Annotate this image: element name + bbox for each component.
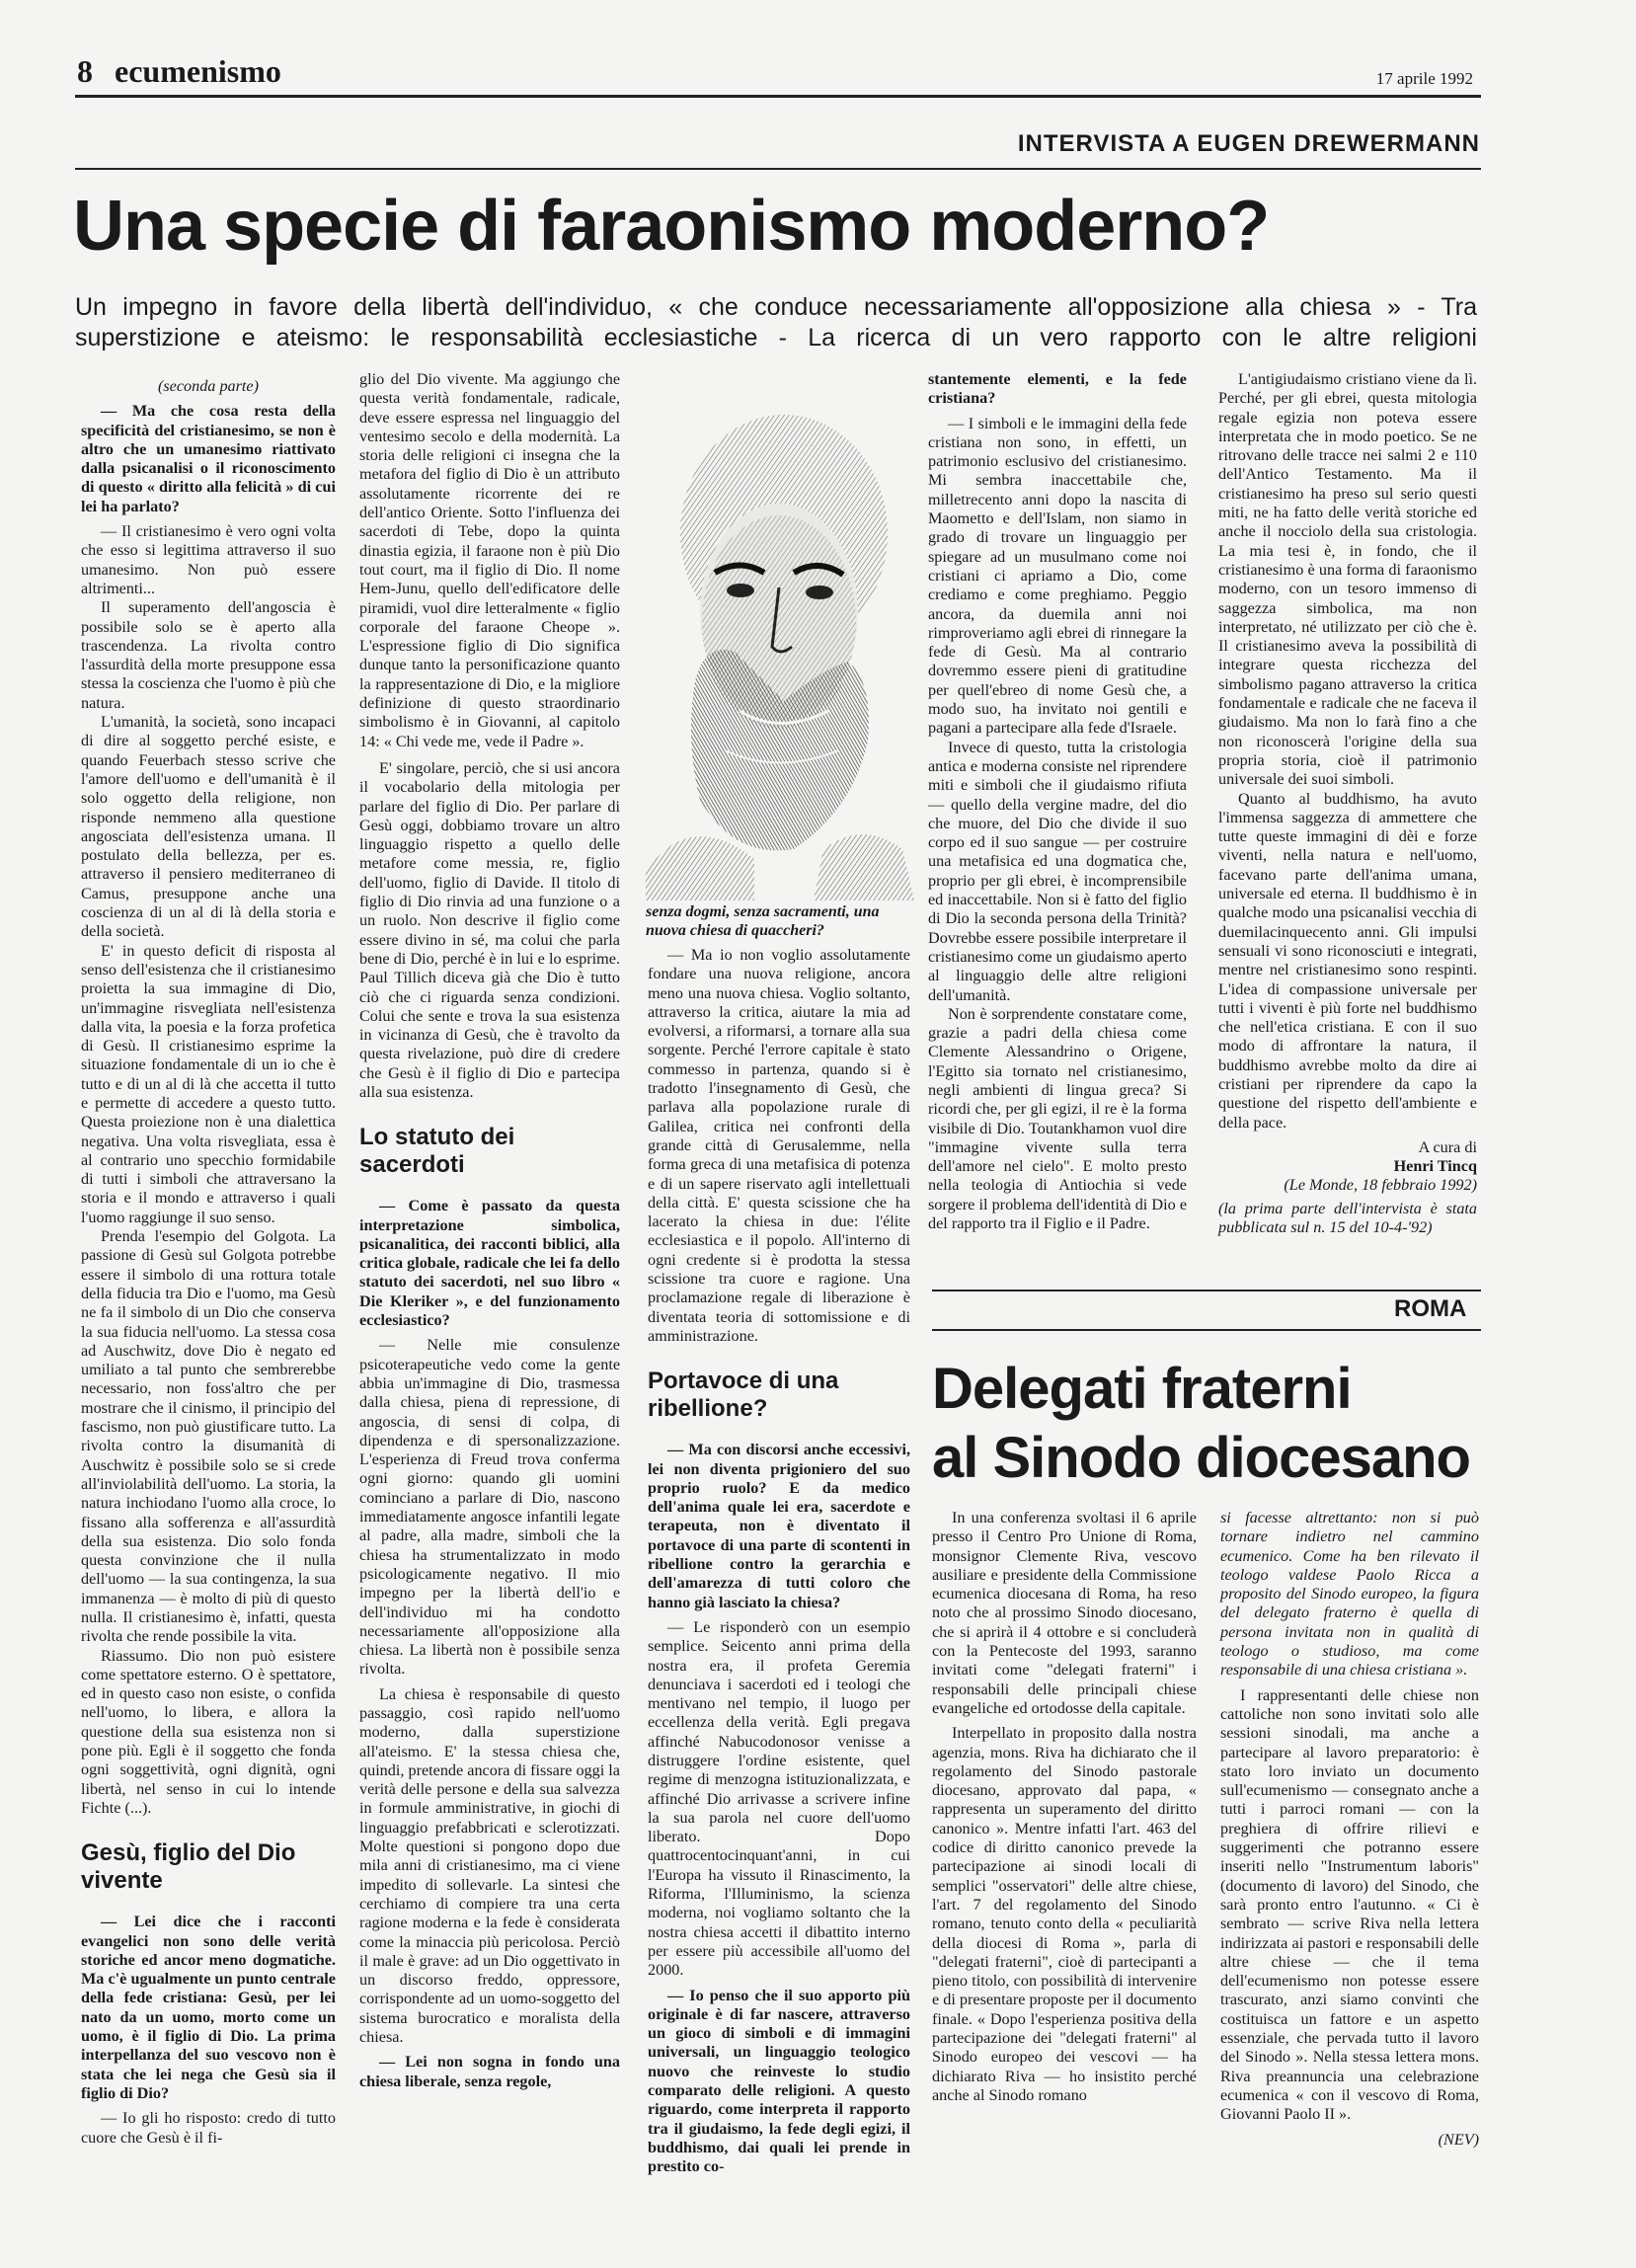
- paragraph: L'umanità, la società, sono incapaci di dire al soggetto perché esiste, e quando Feuerbach stesso scrive che l'amore dell'uomo e dell'umanità è il solo oggetto della religione, non risponde nemmeno alla questione angosciata dell'esistenza umana. Il postulato della bellezza, per es. attraverso il pensiero mediterraneo di Camus, presuppone anche una coscienza di un al di là della storia e della società.: [81, 713, 336, 941]
- section-heading: Portavoce di una ribellione?: [648, 1368, 839, 1423]
- paragraph: si facesse altrettanto: non si può tornare indietro nel cammino ecumenico. Come ha ben rilevato il teologo valdese Paolo Ricca a proposito del Sinodo europeo, la figura del delegato fraterno è quella di persona invitata non in qualità di teologo o studioso, ma come responsabile di una chiesa cristiana ».: [1220, 1509, 1479, 1680]
- paragraph: E' in questo deficit di risposta al senso dell'esistenza che il cristianesimo proietta la sua immagine di Dio, un'immagine risvegliata nell'esistenza dalla vita, la poesia e la forza profetica di Gesù. Il cristianesimo esprime la situazione fondamentale di un io che è tutto e di un al di là che accetta il tutto e permette di accedere a questo tutto. Questa proiezione non è una dialettica negativa. Una volta risvegliata, essa è al contrario uno specchio formidabile di tutti i simboli che attraversano la storia e il mondo e attraverso i quali l'uomo raggiunge il suo senso.: [81, 941, 336, 1226]
- paragraph: I rappresentanti delle chiese non cattoliche non sono invitati solo alle sessioni sinodali, ma anche a partecipare al lavoro preparatorio: è stato loro inviato un documento sull'ecumenismo — consegnato anche a tutti i parroci romani — con la preghiera di offrire rilievi e suggerimenti che potranno essere inseriti nello "Instrumentum laboris" (documento di lavoro) del Sinodo, che sarà pronto entro l'autunno. « Ci è sembrato — scrive Riva nella lettera indirizzata ai pastori e responsabili delle altre chiese — che il tema dell'ecumenismo non potesse essere trascurato, anzi siamo convinti che costituisca un fattore e un aspetto essenziale, che pervada tutto il lavoro del Sinodo ». Nella stessa lettera mons. Riva preannuncia una celebrazione ecumenica « con il vescovo di Roma, Giovanni Paolo II ».: [1220, 1685, 1479, 2124]
- question: — Lei dice che i racconti evangelici non sono delle verità storiche ed ancor meno dogmatiche. Ma c'è ugualmente un punto centrale della fede cristiana: Gesù, per lei nato da un uomo, morto come un uomo, è il figlio di Dio. La prima interpellanza del suo vescovo non è stata che lei nega che Gesù sia il figlio di Dio?: [81, 1913, 336, 2102]
- paragraph: Quanto al buddhismo, ha avuto l'immensa saggezza di ammettere che tutte queste immagini di dèi e forze viventi, nella natura e nell'uomo, facevano parte dell'anima umana, universale ed eterna. Il buddhismo è in qualche modo una psicanalisi vecchia di duemilacinquecento anni. Gli impulsi sensuali vi sono riconosciuti e integrati, mentre nel cristianesimo sono respinti. L'idea di compassione universale per tutti i viventi è più forte nel buddhismo che nell'etica cristiana. E con il suo modo di affrontare la natura, il buddhismo avrebbe molto da dire ai cristiani per riprendere da capo la questione del rispetto dell'ambiente e della pace.: [1218, 789, 1477, 1132]
- portrait-illustration: [646, 385, 914, 900]
- article-headline: Una specie di faraonismo moderno?: [73, 187, 1270, 266]
- part-label: (seconda parte): [157, 377, 260, 395]
- source-note: (Le Monde, 18 febbraio 1992): [1284, 1176, 1477, 1195]
- article2-headline-line2: al Sinodo diocesano: [932, 1426, 1470, 1490]
- issue-date: 17 aprile 1992: [1375, 69, 1473, 88]
- page-number: 8: [77, 53, 93, 89]
- paragraph: Invece di questo, tutta la cristologia antica e moderna consiste nel riprendere miti e simboli che il giudaismo rifiuta — quello della vergine madre, del dio che muore, del Dio che divide il suo corpo ed il suo sangue — per costruire una metafisica ed una dogmatica che, proprio per gli ebrei, è incomprensibile ed inaccettabile. Non si è fatto del figlio di Dio la seconda persona della Trinità? Dovrebbe essere possibile interpretare il cristianesimo come un giudaismo aperto al linguaggio delle altre religioni dell'umanità.: [928, 738, 1187, 1004]
- paragraph: — I simboli e le immagini della fede cristiana non sono, in effetti, un patrimonio esclusivo del cristianesimo. Mi sembra inaccettabile che, milletrecento anni dopo la nascita di Maometto e dell'Islam, non siamo in grado di trovare un linguaggio per spiegare ad un musulmano come noi cristiani ci apriamo a Dio, come crediamo e come preghiamo. Peggio ancora, da duemila anni noi rimproveriamo agli ebrei di rinnegare la fede di Gesù. Ma al contrario dovremmo essere pieni di gratitudine per quell'ebreo di nome Gesù che, a modo suo, ha invitato noi gentili e pagani a partecipare alla fede d'Israele.: [928, 414, 1187, 738]
- paragraph: — Nelle mie consulenze psicoterapeutiche vedo come la gente abbia un'immagine di Dio, trasmessa dalla chiesa, piena di repressione, di angoscia, di sensi di colpa, di dipendenza e di spersonalizzazione. L'esperienza di Freud trova conferma ogni giorno: quando gli uomini cominciano a parlare di Dio, nascono immediatamente angosce infantili legate al padre, alla madre, simboli che la chiesa ha strumentalizzato in modo psicologicamente negativo. Il mio impegno per la libertà dell'io e dell'individuo mi ha condotto necessariamente all'opposizione alla chiesa. La libertà non è possibile senza rivolta.: [359, 1336, 620, 1679]
- kicker-rule: [75, 168, 1481, 170]
- article-column-1: [81, 377, 336, 2148]
- paragraph: Interpellato in proposito dalla nostra agenzia, mons. Riva ha dichiarato che il regolamento del Sinodo pastorale diocesano, approvato dal papa, « rappresenta un superamento del diritto canonico ». Mentre infatti l'art. 463 del codice di diritto canonico prevede la partecipazione ai sinodi locali di semplici "osservatori" delle altre chiese, l'art. 7 del regolamento del Sinodo romano, tenuto conto della « peculiarità della diocesi di Roma », parla di "delegati fraterni", cioè di partecipanti a pieno titolo, con possibilità di intervenire e di presentare proposte per il documento finale. « Dopo l'esperienza positiva della partecipazione dei "delegati fraterni" al Sinodo europeo dei vescovi — ha dichiarato Riva — ho insistito perché anche al Sinodo romano: [932, 1724, 1197, 2104]
- photo-caption: senza dogmi, senza sacramenti, una nuova chiesa di quaccheri?: [646, 903, 880, 939]
- question: — Io penso che il suo apporto più originale è di far nascere, attraverso un gioco di simboli e di immagini universali, un linguaggio teologico nuovo che reinveste lo studio comparato delle religioni. A questo riguardo, come interpreta il rapporto tra il giudaismo, la fede degli egizi, il buddhismo, dai quali lei prende in prestito co-: [648, 1986, 910, 2176]
- paragraph: Riassumo. Dio non può esistere come spettatore esterno. O è spettatore, ed in questo caso non esiste, o confida nell'uomo, lo libera, e allora la questione della sua esistenza non si pone più. Egli è il soggetto che fonda ogni soggettività, ogni dignità, ogni libertà, nel senso in cui lo intende Fichte (...).: [81, 1646, 336, 1817]
- article-column-5: [1218, 370, 1477, 1237]
- question: stantemente elementi, e la fede cristiana?: [928, 370, 1187, 408]
- paragraph: E' singolare, perciò, che si usi ancora il vocabolario della mitologia per parlare del figlio di Dio. Per parlare di Gesù oggi, dobbiamo trovare un altro linguaggio rispetto a quello delle metafore come messia, re, figlio dell'uomo, figlio di Davide. Il titolo di figlio di Dio rinvia ad una funzione o a un ruolo. Non descrive il figlio come essere divino in sé, ma colui che parla bene di Dio, perché è in lui e lo esprime. Paul Tillich diceva già che Dio è tutto ciò che ci riguarda senza condizioni. Colui che sente e trova la sua esistenza in vicinanza di Gesù, che è travolto da questa rivelazione, può dire di credere che Gesù è il figlio di Dio e partecipa alla sua esistenza.: [359, 758, 620, 1101]
- author-name: Henri Tincq: [1393, 1157, 1477, 1176]
- paragraph: Prenda l'esempio del Golgota. La passione di Gesù sul Golgota potrebbe essere il simbolo di una rottura totale della fiducia tra Dio e l'uomo, ma Gesù ne fa il simbolo di un Dio che conserva la sua fiducia nell'uomo. La stessa cosa ad Auschwitz, dove Dio è negato ed umiliato a tal punto che sembrerebbe necessario, non foss'altro che per mostrare che il cinismo, il principio del fascismo, non può giustificare tutto. La rivolta contro la disumanità di Auschwitz è possibile solo se si crede all'inviolabilità dell'uomo. La storia, la natura inchiodano l'uomo alla croce, lo fissano alla sofferenza e all'assurdità della sua esistenza. Dio solo fonda questa convinzione che il nulla dell'uomo — la sua contingenza, la sua immanenza — è molto di più di questo nulla. Il cristianesimo è, infatti, questa rivolta che rende possibile la vita.: [81, 1227, 336, 1646]
- article-column-2: [359, 370, 620, 2091]
- question: — Ma che cosa resta della specificità del cristianesimo, se non è altro che un umanesimo riattivato dalla psicanalisi o il riconoscimento di questo « diritto alla felicità » di cui lei ha parlato?: [81, 402, 336, 515]
- paragraph: La chiesa è responsabile di questo passaggio, così rapido nell'uomo moderno, dalla superstizione all'ateismo. E' la stessa chiesa che, quindi, pretende ancora di fissare oggi la verità delle persone e della sua salvezza in formule amministrative, in giochi di linguaggio prefabbricati e sclerotizzati. Molte questioni si pongono dopo due mila anni di cristianesimo, ma ci viene impedito di sollevarle. La sintesi che cerchiamo di compiere tra una certa ragione moderna e la fede è considerata come la minaccia più pericolosa. Perciò il male è grave: ad un Dio oggettivato in un discorso freddo, oppressore, corrispondente ad un uomo-soggetto del sistema burocratico e moralista della chiesa.: [359, 1684, 620, 2047]
- header-rule: [75, 95, 1481, 98]
- article2-headline: [932, 1355, 1470, 1493]
- paragraph: L'antigiudaismo cristiano viene da lì. Perché, per gli ebrei, questa mitologia regale egizia non poteva essere interpretata che in modo poetico. Se ne ritrovano delle tracce nei salmi 2 e 110 dell'Antico Testamento. Ma il cristianesimo ha preso sul serio questi miti, ne ha fatto delle verità storiche ed anche il nocciolo della sua cristologia. La mia tesi è, in fondo, che il cristianesimo è una forma di faraonismo moderno, con un tesoro immenso di saggezza simbolica, ma non interpretato, né utilizzato per ciò che è. Il cristianesimo aveva la possibilità di integrare questa ricchezza del simbolismo pagano attraverso la critica fondamentale e radicale che ne faceva il giudaismo. Ma non lo farà fino a che non riconoscerà l'origine della sua propria storia, cioè il patrimonio universale dei suoi simboli.: [1218, 370, 1477, 789]
- paragraph: In una conferenza svoltasi il 6 aprile presso il Centro Pro Unione di Roma, monsignor Clemente Riva, vescovo ausiliare e presidente della Commissione ecumenica diocesana di Roma, ha reso noto che al prossimo Sinodo diocesano, che si aprirà il 4 ottobre e si concluderà con la Pentecoste del 1993, saranno invitati come "delegati fraterni" i responsabili delle principali chiese evangeliche ed ortodosse della capitale.: [932, 1509, 1197, 1717]
- paragraph: — Le risponderò con un esempio semplice. Seicento anni prima della nostra era, il profeta Geremia denunciava i sacerdoti ed i teologi che mentivano nel tempio, il luogo per eccellenza della verità. Egli pregava affinché Nabucodonosor venisse a distruggere l'ordine esistente, quel regime di menzogna istituzionalizzata, e affinché Dio arrivasse a scrivere infine la sua parola nel cuore dell'uomo liberato. Dopo quattrocentocinquant'anni, in cui l'Europa ha vissuto il Rinascimento, la Riforma, l'Illuminismo, la scienza moderna, noi vogliamo soltanto che la nostra chiesa accetti il dibattito interno per essere più accessibile all'uomo del 2000.: [648, 1617, 910, 1980]
- section-rule: [932, 1329, 1481, 1331]
- article2-column-2: [1220, 1509, 1479, 2150]
- article2-headline-line1: Delegati fraterni: [932, 1357, 1352, 1421]
- section-heading: Gesù, figlio del Dio vivente: [81, 1839, 296, 1895]
- paragraph: Il superamento dell'angoscia è possibile solo se è aperto alla trascendenza. La rivolta contro l'assurdità della morte presuppone essa stessa la coscienza che l'uomo è più che natura.: [81, 598, 336, 712]
- credit-label: A cura di: [1418, 1137, 1477, 1156]
- editor-note: (la prima parte dell'intervista è stata pubblicata sul n. 15 del 10-4-'92): [1218, 1199, 1477, 1237]
- section-kicker-roma: ROMA: [1394, 1295, 1467, 1322]
- article-column-4: [928, 370, 1187, 1233]
- article-subtitle: Un impegno in favore della libertà dell'individuo, « che conduce necessariamente all'opposizione alla chiesa » - Tra superstizione e ateismo: le responsabilità ecclesiastiche - La ricerca di un vero rapporto con le altre religioni: [75, 293, 1477, 352]
- question: — Lei non sogna in fondo una chiesa liberale, senza regole,: [359, 2053, 620, 2090]
- article-column-3: [648, 946, 910, 2177]
- section-heading: Lo statuto dei sacerdoti: [359, 1124, 515, 1179]
- paragraph: Non è sorprendente constatare come, grazie a padri della chiesa come Clemente Alessandrino o Origene, l'Egitto sia tornato nel cristianesimo, negli ambienti di lingua greca? Si ricordi che, per gli egizi, il re è la forma visibile di Dio. Toutankhamon vuol dire "immagine vivente sulla terra dell'amore nel cielo". E molto presto nella teologia di Antiochia si vede sorgere il problema dell'identità di Dio e del rapporto tra il Figlio e il Padre.: [928, 1004, 1187, 1233]
- section-name: ecumenismo: [115, 53, 281, 89]
- portrait-drawing: [646, 385, 914, 900]
- paragraph: glio del Dio vivente. Ma aggiungo che questa verità fondamentale, radicale, deve essere espressa nel linguaggio del ventesimo secolo e della modernità. La storia delle religioni ci insegna che la metafora del figlio di Dio è un attributo assolutamente ricorrente dei re dell'antico Oriente. Sotto l'influenza dei sacerdoti di Tebe, dopo la quinta dinastia egizia, il faraone non è più Dio tout court, ma il figlio di Dio. Il nome Hem-Junu, quello dell'edificatore delle piramidi, vuol dire letteralmente « figlio corporale del faraone Cheope ». L'espressione figlio di Dio significa dunque tanto la personificazione quanto la rappresentazione di Dio, e la migliore definizione di questo straordinario simbolismo è in Giovanni, al capitolo 14: « Chi vede me, vede il Padre ».: [359, 370, 620, 750]
- question: — Ma con discorsi anche eccessivi, lei non diventa prigioniero del suo proprio ruolo? E da medico dell'anima quale lei era, sacerdote e terapeuta, non è diventato il portavoce di una parte di scontenti in ribellione contro la gerarchia e dell'amarezza di tutti coloro che hanno già lasciato la chiesa?: [648, 1441, 910, 1611]
- section-rule: [932, 1290, 1481, 1291]
- paragraph: — Ma io non voglio assolutamente fondare una nuova religione, ancora meno una nuova chiesa. Voglio soltanto, attraverso la critica, aiutare la mia ad evolversi, a riformarsi, a tornare alla sua sorgente. Perché l'errore capitale è stato commesso in partenza, quando si è tradotto l'insegnamento di Gesù, che parlava alla popolazione rurale di Galilea, critica nei confronti della grande città di Gerusalemme, nella forma greca di una metafisica di potenza e di un sapere riservato agli intellettuali della città. E' questa scissione che ha lacerato la chiesa in due: l'élite ecclesiastica e il popolo. All'interno di ogni credente si è prodotta la stessa scissione tra cuore e ragione. Una proclamazione regale di liberazione è diventata teoria di sottomissione e di amministrazione.: [648, 946, 910, 1345]
- article-kicker: INTERVISTA A EUGEN DREWERMANN: [1017, 130, 1480, 157]
- question: — Come è passato da questa interpretazione simbolica, psicanalitica, dei racconti biblici, alla critica globale, radicale che lei fa dello statuto dei sacerdoti, nel suo libro « Die Kleriker », e del funzionamento ecclesiastico?: [359, 1197, 620, 1330]
- paragraph: — Il cristianesimo è vero ogni volta che esso si legittima attraverso il suo umanesimo. Non può essere altrimenti...: [81, 522, 336, 597]
- paragraph: — Io gli ho risposto: credo di tutto cuore che Gesù è il fi-: [81, 2109, 336, 2147]
- article2-column-1: [932, 1509, 1197, 2105]
- signature: (NEV): [1438, 2130, 1479, 2149]
